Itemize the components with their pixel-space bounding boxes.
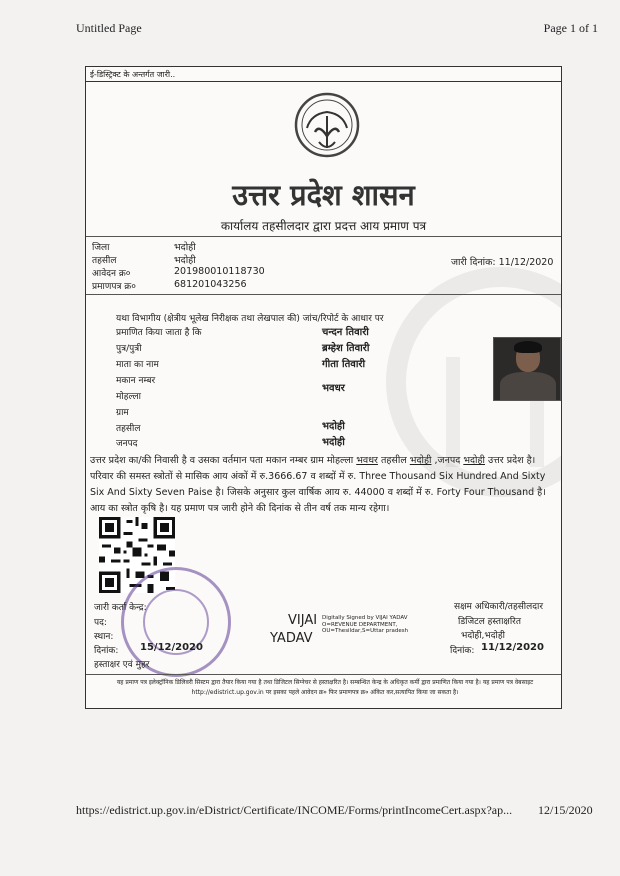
house-label: मकान नम्बर [116, 376, 156, 386]
district-value: भदोही [174, 242, 196, 253]
top-note: ई-डिस्ट्रिक्ट के अन्तर्गत जारी.. [90, 70, 176, 79]
certificate-label: प्रमाणपत्र क्र० [92, 282, 136, 292]
mother-name: गीता तिवारी [322, 359, 366, 370]
applicant-photo [493, 337, 561, 401]
income-certificate [85, 66, 562, 709]
authority-place: भदोही,भदोही [461, 631, 505, 641]
issue-date: जारी दिनांक: 11/12/2020 [451, 257, 554, 268]
up-govt-emblem-icon [293, 92, 361, 158]
locality-underlined: भवधर [356, 455, 378, 466]
certificate-subtitle: कार्यालय तहसीलदार द्वारा प्रदत्त आय प्रमाण पत्र [220, 219, 427, 233]
mother-label: माता का नाम [116, 360, 159, 370]
issuing-center-label: जारी कर्ता केन्द्र: [94, 603, 147, 613]
tehsil-underlined: भदोही [409, 455, 432, 466]
verification-note: यह प्रमाण पत्र इलेक्ट्रॉनिक डिलिवरी सिस्टम द्वारा तैयार किया गया है तथा डिजिटल सिग्नेचर से हस्ताक्षरित है। सम्बन्धित केन्द्र के अधिकृत कर्मी द्वारा प्रमाणित किया गया है। यह प्रमाण पत्र वेबसाइट http://edistrict.up.gov.in पर इसका पहले आवेदन क्र० फिर प्रमाणपत्र क्र० अंकित कर,सत्यापित किया जा सकता है। [116, 679, 534, 696]
digitally-signed-label: डिजिटल हस्ताक्षरित [458, 617, 521, 627]
district-label: जिला [92, 243, 110, 253]
page-url: https://edistrict.up.gov.in/eDistrict/Certificate/INCOME/Forms/printIncomeCert.aspx?ap... [76, 803, 513, 817]
signer-name-line2: YADAV [270, 631, 313, 646]
certified-label: प्रमाणित किया जाता है कि [116, 328, 202, 338]
authority-date-value: 11/12/2020 [481, 642, 544, 653]
certificate-top-bar [86, 67, 561, 82]
divider [86, 674, 561, 675]
issuer-date-value: 15/12/2020 [140, 642, 203, 653]
certificate-number: 681201043256 [174, 279, 247, 290]
page-number: Page 1 of 1 [543, 21, 598, 35]
locality-label: मोहल्ला [116, 392, 141, 402]
applicant-name: चन्दन तिवारी [322, 327, 369, 338]
application-number: 201980010118730 [174, 266, 265, 277]
certificate-statement: उत्तर प्रदेश का/की निवासी है व उसका वर्तमान पता मकान नम्बर ग्राम मोहल्ला भवधर तहसील भदोही ,जनपद भदोही उत्तर प्रदेश है। परिवार की समस्त स्त्रोतों से मासिक आय अंकों में रु.3666.67 व शब्दों में रु. Three Thousand Six Hundred And Sixty Six And Sixty Seven Paise है। जिसके अनुसार कुल वार्षिक आय रु. 44000 व शब्दों में रु. Forty Four Thousand है। आय का स्त्रोत कृषि है। यह प्रमाण पत्र जारी होने की दिनांक से तीन वर्ष तक मान्य रहेगा। [90, 455, 546, 514]
tehsil-value: भदोही [174, 255, 196, 266]
print-date: 12/15/2020 [538, 803, 593, 817]
tehsil-detail-value: भदोही [322, 421, 345, 432]
village-label: ग्राम [116, 408, 129, 418]
application-label: आवेदन क्र० [92, 269, 131, 279]
locality-value: भवधर [322, 383, 345, 394]
authority-title: सक्षम अधिकारी/तहसीलदार [454, 602, 544, 612]
digital-signature-details: Digitally Signed by VIJAI YADAV O=REVENUE DEPARTMENT, OU=Thesildar,S=Uttar pradesh [322, 615, 409, 634]
page-title: Untitled Page [76, 21, 142, 35]
issuer-date-label: दिनांक: [94, 646, 119, 656]
tehsil-label: तहसील [92, 256, 117, 266]
janpad-value: भदोही [322, 437, 345, 448]
place-label: स्थान: [94, 632, 114, 642]
certificate-main-title: उत्तर प्रदेश शासन [232, 178, 415, 212]
parent-name: ब्रम्हेश तिवारी [322, 343, 370, 354]
post-label: पद: [94, 618, 107, 628]
tehsil-detail-label: तहसील [116, 424, 141, 434]
janpad-label: जनपद [116, 439, 138, 449]
divider [86, 294, 561, 295]
parent-label: पुत्र/पुत्री [116, 344, 142, 354]
janpad-underlined: भदोही [463, 455, 486, 466]
divider [86, 236, 561, 237]
signer-name-line1: VIJAI [288, 613, 318, 628]
sign-seal-label: हस्ताक्षर एवं मुहर [94, 660, 150, 670]
print-header [0, 0, 620, 40]
authority-date-label: दिनांक: [450, 646, 475, 656]
intro-text: यथा विभागीय (क्षेत्रीय भूलेख निरीक्षक तथा लेखपाल की) जांच/रिपोर्ट के आधार पर [116, 314, 384, 324]
